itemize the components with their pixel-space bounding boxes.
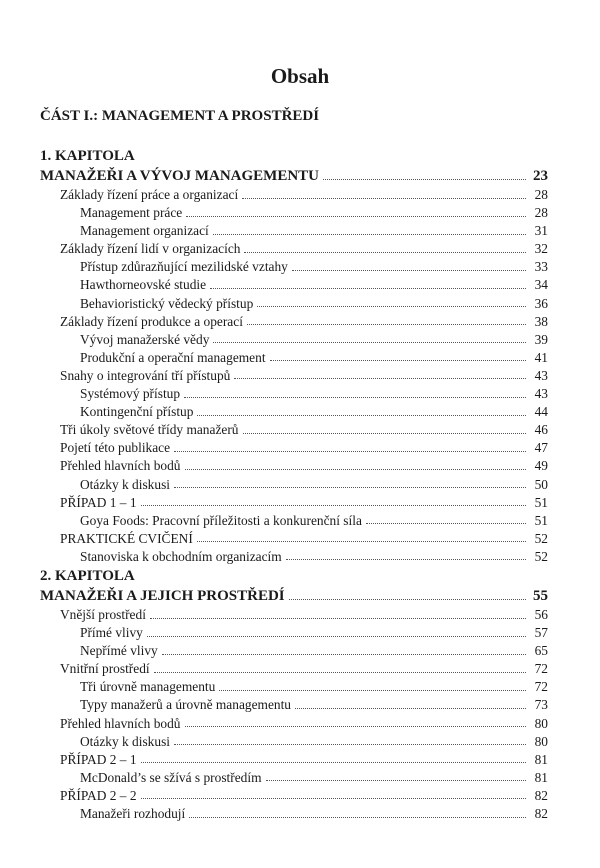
toc-entry [40,222,548,240]
toc-entry [40,240,548,258]
toc-entry-label: Otázky k diskusi [80,733,171,749]
toc-entry-label: Vnitřní prostředí [60,661,150,677]
toc-entry [40,457,548,475]
toc-entry-label: Přímé vlivy [80,625,143,641]
toc-entry-label: Typy manažerů a úrovně managementu [80,697,291,713]
toc-entry-label: McDonald’s se sžívá s prostředím [80,769,262,785]
dot-leader [189,817,526,818]
dot-leader [184,397,526,398]
dot-leader [174,487,526,488]
toc-entry-page: 23 [533,168,548,184]
dot-leader [219,690,526,691]
toc-entry-page: 51 [534,494,548,510]
toc-entry [40,787,548,805]
toc-entry-label: PŘÍPAD 2 – 2 [60,787,137,803]
dot-leader [257,306,526,307]
toc-entry-page: 50 [534,476,548,492]
dot-leader [286,559,526,560]
dot-leader [289,599,526,600]
toc-entry-page: 28 [534,205,548,221]
toc-entry-page: 82 [534,806,548,822]
toc-entry [40,186,548,204]
toc-entry [40,715,548,733]
dot-leader [150,618,526,619]
toc-entry [40,660,548,678]
dot-leader [242,198,526,199]
toc-entry-page: 38 [534,313,548,329]
toc-entry-label: Nepřímé vlivy [80,643,158,659]
toc-entry [40,349,548,367]
dot-leader [244,252,526,253]
dot-leader [147,636,526,637]
toc-entry-label: Tři úkoly světové třídy manažerů [60,422,239,438]
toc-entry-label: Základy řízení lidí v organizacích [60,241,241,257]
toc-entry-page: 55 [533,588,548,604]
toc-entry [40,805,548,823]
toc-entry [40,642,548,660]
toc-entry [40,204,548,222]
toc-entry-label: Snahy o integrování tří přístupů [60,367,231,383]
toc-entry-label: Manažeři rozhodují [80,806,186,822]
toc-entry-page: 81 [534,751,548,767]
dot-leader [186,216,526,217]
toc-entry-page: 34 [534,277,548,293]
toc-entry-page: 49 [534,458,548,474]
toc-entry [40,331,548,349]
dot-leader [323,179,526,180]
chapter-number: 2. KAPITOLA [40,568,135,584]
dot-leader [141,505,526,506]
chapter-entries [40,586,548,823]
toc-entry-label: Management práce [80,205,183,221]
toc-entry-page: 46 [534,422,548,438]
toc-entry-page: 32 [534,241,548,257]
toc-entry-page: 41 [534,349,548,365]
toc-entry [40,494,548,512]
toc-entry-label: Základy řízení práce a organizací [60,187,239,202]
dot-leader [174,451,526,452]
toc-entry [40,678,548,696]
toc-entry-page: 57 [534,625,548,641]
toc-entry-label: Produkční a operační management [80,349,266,365]
toc-entry-page: 56 [534,607,548,622]
toc-entry [40,512,548,530]
toc-entry-page: 33 [534,259,548,275]
dot-leader [141,798,526,799]
toc-entry-label: Tři úrovně managementu [80,679,216,695]
toc-entry-label: Kontingenční přístup [80,404,194,420]
chapter-title-entry [40,586,548,606]
chapter-title-entry [40,166,548,186]
toc-entry [40,606,548,624]
toc-entry-label: Otázky k diskusi [80,476,171,492]
toc-entry [40,313,548,331]
toc-entry [40,276,548,294]
dot-leader [213,234,526,235]
toc-entry [40,295,548,313]
toc-entry-label: MANAŽEŘI A VÝVOJ MANAGEMENTU [40,168,320,184]
dot-leader [185,469,527,470]
toc-entry-label: Behavioristický vědecký přístup [80,295,254,311]
toc-entry-label: PŘÍPAD 1 – 1 [60,494,137,510]
toc-entry-label: Management organizací [80,223,209,239]
toc-entry-label: Základy řízení produkce a operací [60,313,243,329]
dot-leader [243,433,527,434]
dot-leader [295,708,526,709]
dot-leader [234,378,526,379]
toc-entry-page: 31 [534,223,548,239]
dot-leader [162,654,526,655]
toc-entry [40,696,548,714]
page-title: Obsah [270,64,330,88]
dot-leader [213,342,526,343]
toc-entry-page: 43 [534,367,548,383]
toc-entry-page: 72 [534,661,548,677]
toc-entry [40,733,548,751]
dot-leader [366,523,526,524]
toc-entry [40,403,548,421]
toc-entry-page: 28 [534,187,548,202]
dot-leader [266,780,527,781]
toc-entry-page: 51 [534,512,548,528]
toc-entry [40,385,548,403]
toc-entry-label: PRAKTICKÉ CVIČENÍ [60,530,193,546]
toc-entry-page: 44 [534,404,548,420]
chapter-entries [40,166,548,566]
dot-leader [292,270,526,271]
toc-entry-label: Vnější prostředí [60,607,146,622]
chapter-2 [40,566,548,823]
toc-entry-label: Přehled hlavních bodů [60,458,181,474]
part-heading: ČÁST I.: MANAGEMENT A PROSTŘEDÍ [40,108,320,124]
toc-entry [40,769,548,787]
dot-leader [197,415,526,416]
toc-entry [40,751,548,769]
toc-entry-page: 80 [534,715,548,731]
toc-entry-page: 47 [534,440,548,456]
toc-entry [40,439,548,457]
toc-entry [40,421,548,439]
dot-leader [174,744,526,745]
dot-leader [197,541,526,542]
toc-entry [40,530,548,548]
toc-entry-label: Přístup zdůrazňující mezilidské vztahy [80,259,288,275]
dot-leader [210,288,526,289]
toc-entry-page: 82 [534,787,548,803]
toc-entry-page: 73 [534,697,548,713]
toc-entry [40,476,548,494]
toc-entry-page: 52 [534,530,548,546]
toc-entry-page: 39 [534,331,548,347]
toc-entry [40,548,548,566]
dot-leader [185,726,527,727]
toc-entry [40,624,548,642]
toc-entry-label: Goya Foods: Pracovní příležitosti a konkurenční síla [80,512,362,528]
toc-entry-label: Stanoviska k obchodním organizacím [80,548,282,564]
dot-leader [141,762,526,763]
toc-entry-page: 72 [534,679,548,695]
dot-leader [154,672,526,673]
toc-entry-label: Pojetí této publikace [60,440,171,456]
toc-entry-page: 52 [534,548,548,564]
toc-entry-page: 43 [534,386,548,402]
dot-leader [270,360,526,361]
toc-entry-label: Hawthorneovské studie [80,277,207,293]
toc-entry-page: 81 [534,769,548,785]
toc-entry-page: 36 [534,295,548,311]
toc-entry-label: Vývoj manažerské vědy [80,331,210,347]
toc-entry-label: Systémový přístup [80,386,181,402]
dot-leader [247,324,526,325]
toc-entry-page: 80 [534,733,548,749]
toc-entry [40,367,548,385]
toc-entry-label: Přehled hlavních bodů [60,715,181,731]
chapter-number: 1. KAPITOLA [40,148,135,164]
toc-entry-label: PŘÍPAD 2 – 1 [60,751,137,767]
toc-entry-page: 65 [534,643,548,659]
toc-entry-label: MANAŽEŘI A JEJICH PROSTŘEDÍ [40,588,285,604]
toc-entry [40,258,548,276]
chapter-1 [40,146,548,566]
